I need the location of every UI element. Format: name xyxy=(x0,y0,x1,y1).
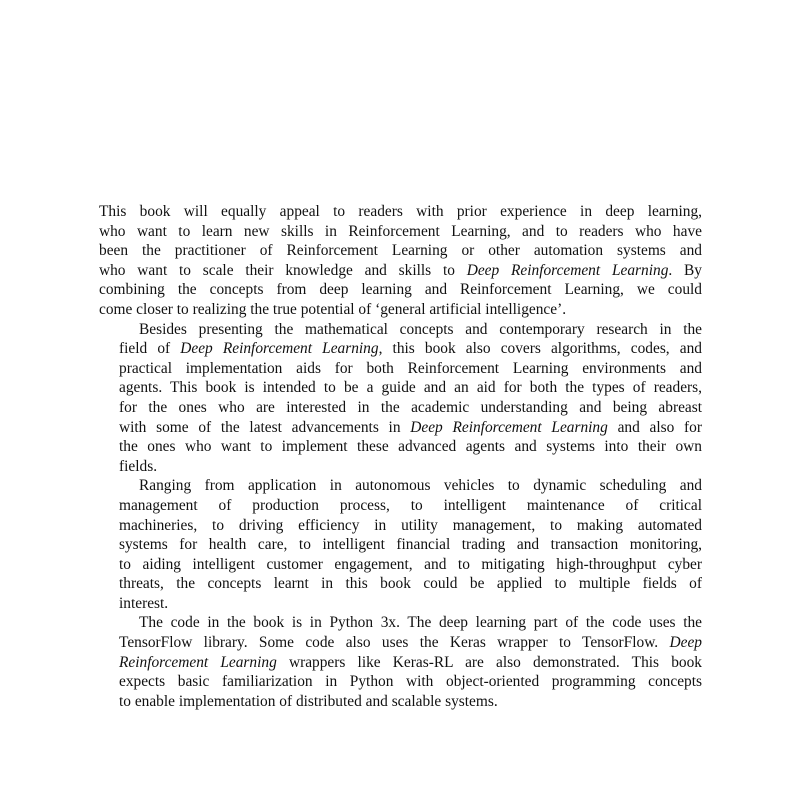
text-line xyxy=(99,496,702,516)
italic-text-run: Deep xyxy=(669,634,702,652)
text-line xyxy=(99,418,702,438)
text-run: come closer to realizing the true potential of ‘general artificial intelligence’. xyxy=(99,300,567,318)
text-line xyxy=(99,300,702,320)
text-line xyxy=(99,692,702,712)
text-line xyxy=(99,476,702,496)
text-run: practical implementation aids for both Reinforcement Learning environments and xyxy=(119,359,702,377)
text-line xyxy=(99,359,702,379)
text-run: who want to learn new skills in Reinforcement Learning, and to readers who have xyxy=(99,222,702,240)
paragraph xyxy=(99,613,702,711)
text-run: combining the concepts from deep learning and Reinforcement Learning, we could xyxy=(99,281,702,299)
body-text xyxy=(99,202,702,711)
paragraph xyxy=(99,320,702,477)
text-line xyxy=(99,633,702,653)
text-run: the ones who want to implement these advanced agents and systems into their own xyxy=(119,438,702,456)
text-line xyxy=(99,241,702,261)
text-run: with some of the latest advancements in xyxy=(119,418,411,436)
text-run: to enable implementation of distributed and scalable systems. xyxy=(119,692,498,710)
text-line xyxy=(99,555,702,575)
italic-text-run: Deep Reinforcement Learning xyxy=(466,261,669,279)
text-run: machineries, to driving efficiency in utility management, to making automated xyxy=(119,516,702,534)
paragraph xyxy=(99,202,702,320)
text-run: field of xyxy=(119,340,181,358)
text-run: wrappers like Keras-RL are also demonstrated. This book xyxy=(276,653,702,671)
text-run: systems for health care, to intelligent financial trading and transaction monitoring, xyxy=(119,536,702,554)
text-line xyxy=(99,437,702,457)
text-line xyxy=(99,574,702,594)
text-line xyxy=(99,653,702,673)
text-line xyxy=(99,339,702,359)
text-line xyxy=(99,320,702,340)
text-line xyxy=(99,457,702,477)
text-line xyxy=(99,378,702,398)
text-run: who want to scale their knowledge and skills to xyxy=(99,261,467,279)
text-run: threats, the concepts learnt in this book could be applied to multiple fields of xyxy=(119,575,702,593)
text-run: and also for xyxy=(607,418,702,436)
text-run: fields. xyxy=(119,457,158,475)
text-run: management of production process, to intelligent maintenance of critical xyxy=(119,496,702,514)
text-run: Besides presenting the mathematical concepts and contemporary research in the xyxy=(139,320,702,338)
italic-text-run: Deep Reinforcement Learning xyxy=(410,418,608,436)
text-run: TensorFlow library. Some code also uses the Keras wrapper to TensorFlow. xyxy=(119,634,670,652)
text-run: , this book also covers algorithms, codes, and xyxy=(378,340,702,358)
text-run: This book will equally appeal to readers with prior experience in deep learning, xyxy=(99,203,702,220)
text-run: for the ones who are interested in the academic understanding and being abreast xyxy=(119,398,702,416)
text-line xyxy=(99,222,702,242)
text-line xyxy=(99,261,702,281)
text-line xyxy=(99,280,702,300)
text-run: agents. This book is intended to be a guide and an aid for both the types of readers, xyxy=(119,379,702,397)
italic-text-run: Reinforcement Learning xyxy=(119,653,277,671)
text-run: The code in the book is in Python 3x. The deep learning part of the code uses the xyxy=(139,614,702,632)
text-line xyxy=(99,594,702,614)
text-line xyxy=(99,516,702,536)
text-line xyxy=(99,535,702,555)
text-line xyxy=(99,202,702,222)
text-run: been the practitioner of Reinforcement Learning or other automation systems and xyxy=(99,242,702,260)
text-line xyxy=(99,613,702,633)
text-line xyxy=(99,398,702,418)
text-run: Ranging from application in autonomous vehicles to dynamic scheduling and xyxy=(139,477,702,495)
text-line xyxy=(99,672,702,692)
text-run: interest. xyxy=(119,594,169,612)
text-run: expects basic familiarization in Python with object-oriented programming concepts xyxy=(119,673,702,691)
paragraph xyxy=(99,476,702,613)
text-run: to aiding intelligent customer engagement, and to mitigating high-throughput cyber xyxy=(119,555,702,573)
italic-text-run: Deep Reinforcement Learning xyxy=(180,340,379,358)
text-run: . By xyxy=(668,261,702,279)
